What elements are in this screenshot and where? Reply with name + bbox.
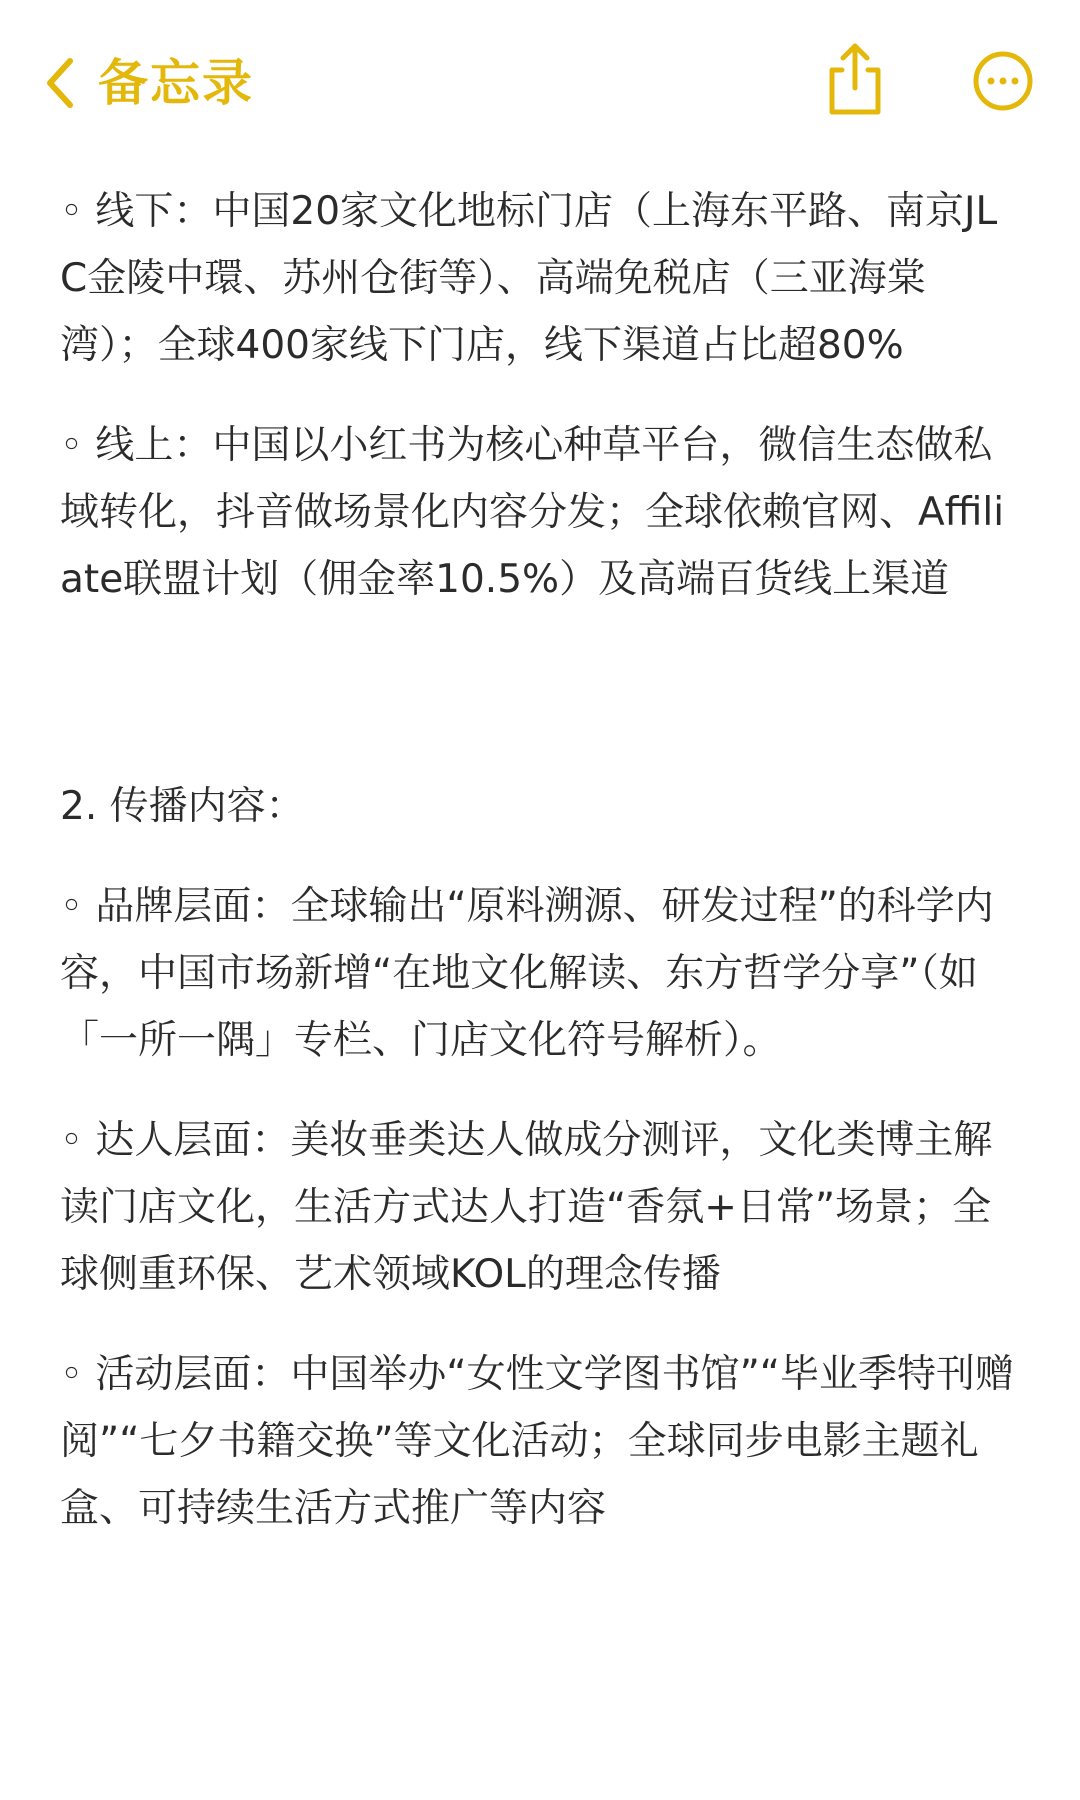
more-icon — [972, 50, 1034, 112]
share-button[interactable] — [820, 40, 890, 120]
note-heading-content: 2. 传播内容： — [60, 784, 305, 829]
navigation-bar — [0, 0, 1080, 165]
note-paragraph-events: ◦ 活动层面：中国举办“女性文学图书馆”“毕业季特刊赠阅”“七夕书籍交换”等文化活动；全球同步电影主题礼盒、可持续生活方式推广等内容 — [60, 1352, 1015, 1531]
note-paragraph-online: ◦ 线上：中国以小红书为核心种草平台，微信生态做私域转化，抖音做场景化内容分发；全球依赖官网、Affiliate联盟计划（佣金率10.5%）及高端百货线上渠道 — [60, 423, 1005, 602]
chevron-left-icon — [42, 55, 78, 111]
note-paragraph-influencer: ◦ 达人层面：美妆垂类达人做成分测评，文化类博主解读门店文化，生活方式达人打造“香氛+日常”场景；全球侧重环保、艺术领域KOL的理念传播 — [60, 1118, 993, 1297]
back-label: 备忘录 — [98, 54, 254, 112]
note-paragraph-offline: ◦ 线下：中国20家文化地标门店（上海东平路、南京JLC金陵中環、苏州仓街等）、高端免税店（三亚海棠湾）；全球400家线下门店，线下渠道占比超80% — [60, 189, 998, 368]
share-icon — [820, 40, 890, 120]
more-button[interactable] — [972, 50, 1034, 112]
back-button[interactable] — [42, 48, 254, 118]
note-body[interactable] — [60, 178, 1020, 1542]
note-paragraph-brand: ◦ 品牌层面：全球输出“原料溯源、研发过程”的科学内容，中国市场新增“在地文化解读、东方哲学分享”（如「一所一隅」专栏、门店文化符号解析）。 — [60, 884, 994, 1063]
